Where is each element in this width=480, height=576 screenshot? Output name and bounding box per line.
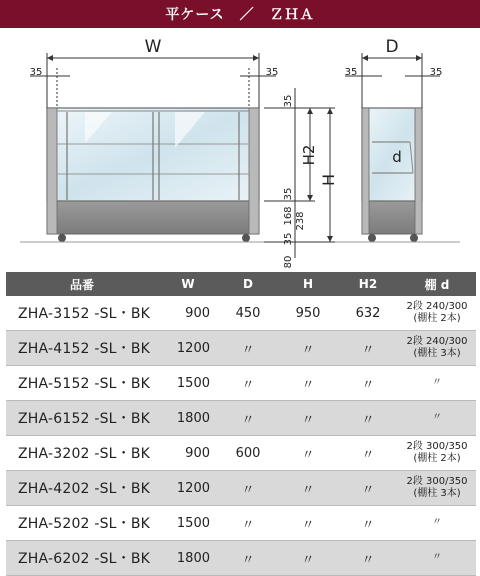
- cell-w: 900: [158, 296, 218, 331]
- cell-shelf: 2段 300/350 (棚柱 2本): [398, 436, 476, 471]
- cell-h: 〃: [278, 401, 338, 436]
- cell-w: 900: [158, 436, 218, 471]
- table-row: [6, 471, 476, 506]
- label-d-left-35: 35: [344, 67, 358, 78]
- cell-w: 1200: [158, 471, 218, 506]
- cell-h: 〃: [278, 506, 338, 541]
- cell-h: 〃: [278, 331, 338, 366]
- cell-d: 〃: [218, 541, 278, 576]
- table-row: [6, 366, 476, 401]
- cell-d: 600: [218, 436, 278, 471]
- cell-d: 〃: [218, 506, 278, 541]
- cell-h: 〃: [278, 366, 338, 401]
- cell-h2: 〃: [338, 331, 398, 366]
- header-h: H: [278, 272, 338, 296]
- header-h2: H2: [338, 272, 398, 296]
- label-w: W: [144, 37, 162, 57]
- cell-h: 950: [278, 296, 338, 331]
- cell-h2: 〃: [338, 506, 398, 541]
- cell-shelf: 2段 240/300 (棚柱 3本): [398, 331, 476, 366]
- header-shelf: 棚 d: [398, 272, 476, 296]
- front-view: [47, 108, 259, 242]
- table-row: [6, 401, 476, 436]
- label-top-35: 35: [283, 94, 294, 108]
- cell-d: 〃: [218, 366, 278, 401]
- cell-d: 〃: [218, 331, 278, 366]
- cell-d: 〃: [218, 401, 278, 436]
- label-168: 168: [283, 206, 294, 226]
- table-row: [6, 331, 476, 366]
- cell-shelf: 2段 300/350 (棚柱 3本): [398, 471, 476, 506]
- cell-model: ZHA-6152 -SL・BK: [6, 401, 158, 436]
- cell-model: ZHA-6202 -SL・BK: [6, 541, 158, 576]
- cell-model: ZHA-4202 -SL・BK: [6, 471, 158, 506]
- cell-h: 〃: [278, 436, 338, 471]
- page-title: 平ケース ／ ＺＨＡ: [0, 0, 480, 28]
- cell-h2: 632: [338, 296, 398, 331]
- label-h: H: [319, 173, 338, 187]
- cell-model: ZHA-3152 -SL・BK: [6, 296, 158, 331]
- side-view: [362, 108, 422, 242]
- cell-h2: 〃: [338, 471, 398, 506]
- label-h2: H2: [300, 144, 318, 166]
- label-mid-35: 35: [283, 187, 294, 201]
- cell-shelf: 〃: [398, 366, 476, 401]
- cell-w: 1500: [158, 506, 218, 541]
- cell-h: 〃: [278, 541, 338, 576]
- cell-shelf: 〃: [398, 541, 476, 576]
- cell-h2: 〃: [338, 541, 398, 576]
- cell-model: ZHA-4152 -SL・BK: [6, 331, 158, 366]
- label-d-right-35: 35: [429, 67, 443, 78]
- table-row: [6, 296, 476, 331]
- cell-w: 1800: [158, 541, 218, 576]
- header-d: D: [218, 272, 278, 296]
- cell-model: ZHA-5152 -SL・BK: [6, 366, 158, 401]
- dimension-diagram: [0, 28, 480, 272]
- cell-shelf: 〃: [398, 506, 476, 541]
- header-w: W: [158, 272, 218, 296]
- cell-h2: 〃: [338, 401, 398, 436]
- label-w-left-35: 35: [29, 67, 43, 78]
- table-row: [6, 541, 476, 576]
- label-bottom-35: 35: [283, 232, 294, 246]
- label-w-right-35: 35: [265, 67, 279, 78]
- table-row: [6, 436, 476, 471]
- header-model: 品番: [6, 272, 158, 296]
- cell-shelf: 2段 240/300 (棚柱 2本): [398, 296, 476, 331]
- table-row: [6, 506, 476, 541]
- label-80: 80: [283, 255, 294, 269]
- label-238: 238: [295, 211, 306, 231]
- label-shelf-d: d: [392, 148, 402, 166]
- spec-table: [6, 272, 476, 576]
- cell-model: ZHA-3202 -SL・BK: [6, 436, 158, 471]
- cell-h2: 〃: [338, 366, 398, 401]
- cell-h2: 〃: [338, 436, 398, 471]
- table-header-row: [6, 272, 476, 296]
- cell-h: 〃: [278, 471, 338, 506]
- cell-w: 1200: [158, 331, 218, 366]
- cell-d: 450: [218, 296, 278, 331]
- cell-w: 1800: [158, 401, 218, 436]
- cell-w: 1500: [158, 366, 218, 401]
- cell-shelf: 〃: [398, 401, 476, 436]
- label-d: D: [385, 37, 399, 57]
- cell-model: ZHA-5202 -SL・BK: [6, 506, 158, 541]
- cell-d: 〃: [218, 471, 278, 506]
